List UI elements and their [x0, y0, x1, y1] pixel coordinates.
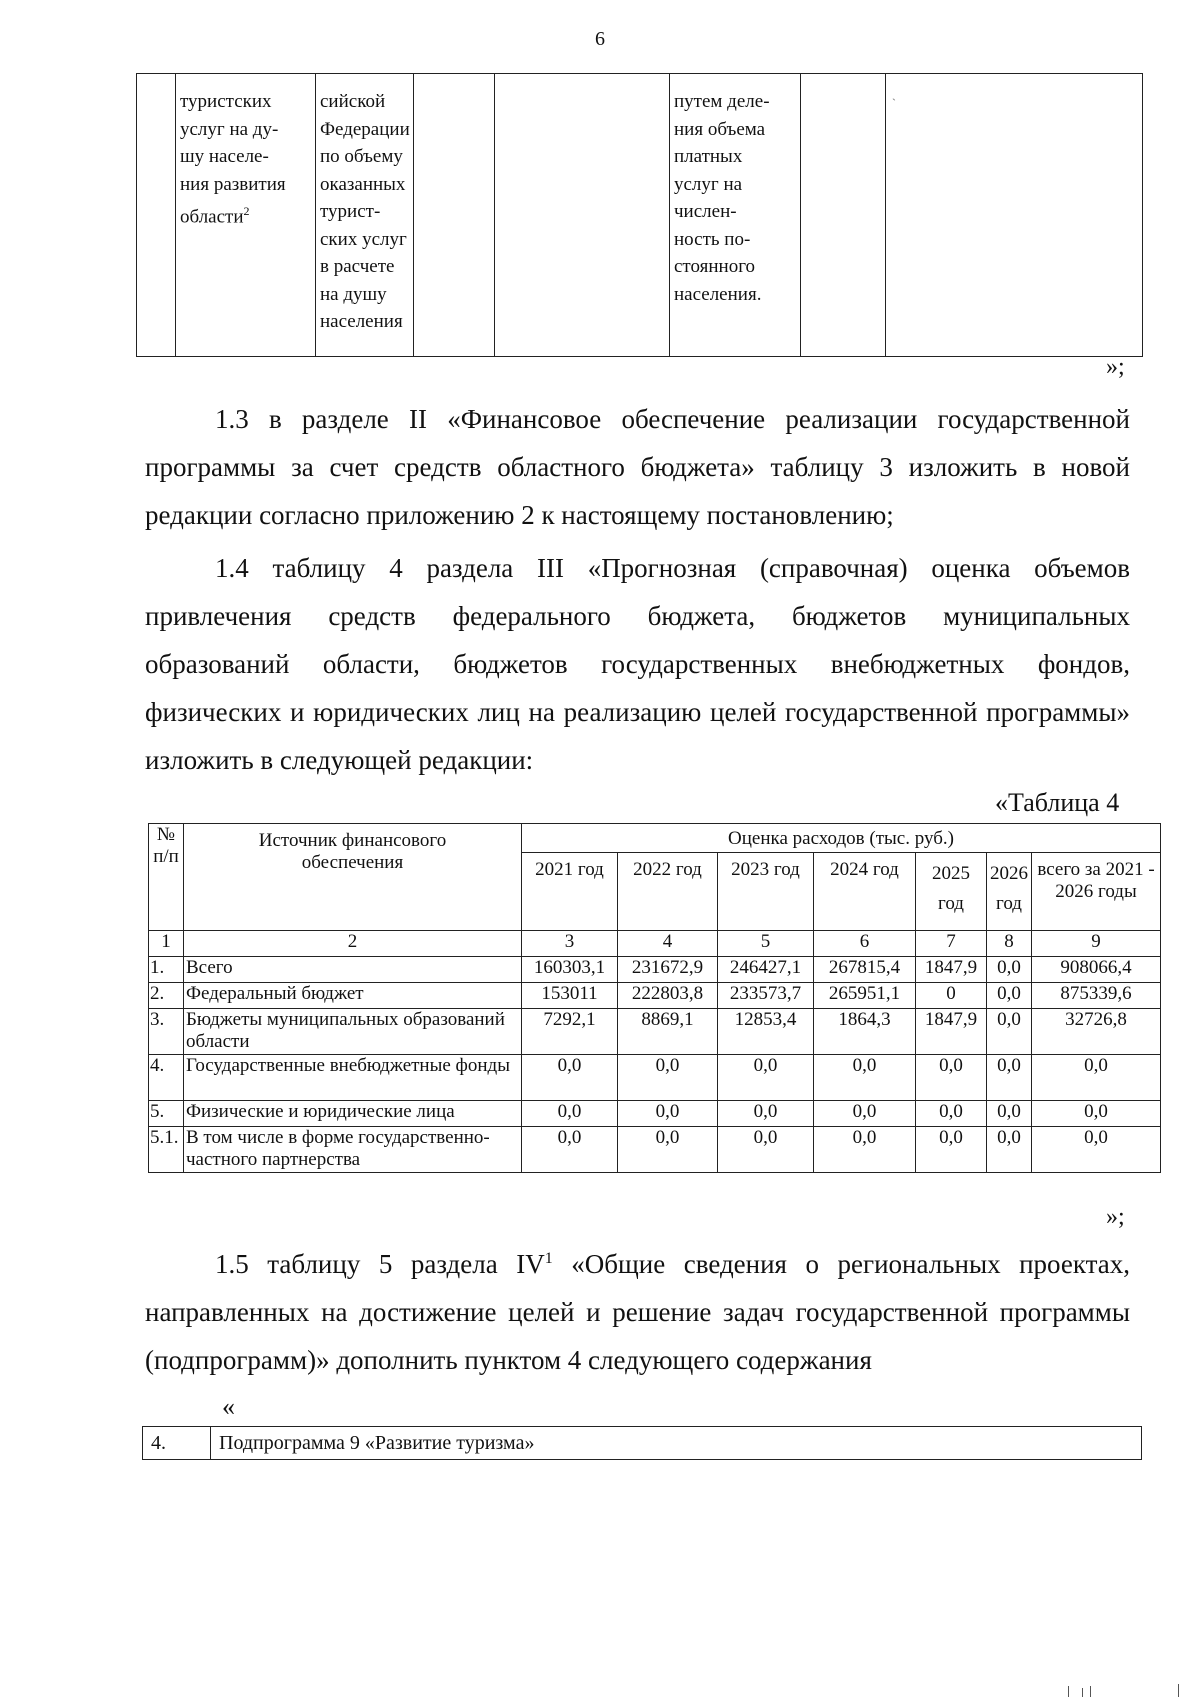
- financing-table-body: [149, 957, 1161, 1173]
- row-source-name: Государственные внебюджетные фонды: [184, 1055, 522, 1101]
- row-source-name: В том числе в форме государственно-частного партнерства: [184, 1127, 522, 1173]
- row-value: 0,0: [987, 1055, 1032, 1101]
- row-value: 0,0: [618, 1101, 718, 1127]
- table1-cell-base: [316, 74, 414, 357]
- header-source: Источник финансового обеспечения: [184, 824, 522, 931]
- row-value: 12853,4: [718, 1009, 814, 1055]
- table1-line: турист-: [320, 201, 381, 222]
- header-year: 2024 год: [814, 853, 916, 931]
- row-value: 1847,9: [916, 957, 987, 983]
- row-value: 0,0: [916, 1101, 987, 1127]
- table1-line: по объему: [320, 146, 403, 167]
- row-value: 153011: [522, 983, 618, 1009]
- row-value: 1847,9: [916, 1009, 987, 1055]
- row-value: 233573,7: [718, 983, 814, 1009]
- table-row: [149, 1009, 1161, 1055]
- row-value: 0,0: [987, 1101, 1032, 1127]
- header-num: № п/п: [149, 824, 184, 931]
- footnote-mark: 1: [544, 1250, 553, 1267]
- header-year: 2026 год: [987, 853, 1032, 931]
- row-value: 0,0: [718, 1055, 814, 1101]
- row-value: 0,0: [814, 1101, 916, 1127]
- table1-line: числен-: [674, 201, 737, 222]
- row-value: 0,0: [987, 957, 1032, 983]
- row-value: 0,0: [618, 1127, 718, 1173]
- table1-cell-method: [670, 74, 801, 357]
- row-value: 0,0: [916, 1127, 987, 1173]
- closing-quote-2: »;: [1106, 1204, 1125, 1230]
- paragraph-1-4: [145, 544, 1130, 784]
- table1-line: ность по-: [674, 228, 751, 250]
- page-number: 6: [595, 28, 605, 50]
- table1-line: туристских: [180, 91, 272, 112]
- row-value: 160303,1: [522, 957, 618, 983]
- table1-cell-mark: [886, 74, 1143, 357]
- row-value: 8869,1: [618, 1009, 718, 1055]
- table4-caption: «Таблица 4: [995, 788, 1120, 817]
- closing-quote-1: »;: [1106, 354, 1125, 380]
- row-value: 0,0: [987, 1127, 1032, 1173]
- row-source-name: Всего: [184, 957, 522, 983]
- table1-line: Федерации: [320, 118, 410, 140]
- row-value: 0,0: [1032, 1101, 1161, 1127]
- table1-line: услуг на ду-: [180, 118, 279, 140]
- row-value: 0,0: [618, 1055, 718, 1101]
- financing-table: [148, 823, 1161, 1173]
- row-value: 7292,1: [522, 1009, 618, 1055]
- table1-line: платных: [674, 146, 743, 167]
- table-row: [149, 983, 1161, 1009]
- col-number: 4: [618, 931, 718, 957]
- row-value: 908066,4: [1032, 957, 1161, 983]
- col-number: 2: [184, 931, 522, 957]
- row-num: 2.: [149, 983, 184, 1009]
- row-value: 0,0: [718, 1101, 814, 1127]
- col-number: 7: [916, 931, 987, 957]
- row-value: 0,0: [987, 1009, 1032, 1055]
- table1-line: ских услуг: [320, 228, 407, 250]
- row-value: 0,0: [916, 1055, 987, 1101]
- table-row: [149, 1127, 1161, 1173]
- header-estimate: Оценка расходов (тыс. руб.): [522, 824, 1161, 853]
- table1-line: населения.: [674, 283, 762, 305]
- header-year: 2025 год: [916, 853, 987, 931]
- row-value: 0: [916, 983, 987, 1009]
- table-row: [149, 1055, 1161, 1101]
- table1-cell-empty: [801, 74, 886, 357]
- row-source-name: Физические и юридические лица: [184, 1101, 522, 1127]
- row-num: 1.: [149, 957, 184, 983]
- regional-projects-table: [142, 1426, 1142, 1460]
- table1-line: сийской: [320, 91, 386, 112]
- row-num: 3.: [149, 1009, 184, 1055]
- table1-line: стоянного: [674, 256, 756, 277]
- paragraph-1-5-text: 1.5 таблицу 5 раздела $IV^1$ «Общие сведения о региональных проектах, направленных на достижение целей и решение задач государственной программы (подпрограмм)» дополнить пунктом 4 следующего содержания: [145, 1249, 1130, 1375]
- header-year: 2021 год: [522, 853, 618, 931]
- table1-line: шу населе-: [180, 146, 269, 167]
- row-value: 32726,8: [1032, 1009, 1161, 1055]
- row-num: 4.: [149, 1055, 184, 1101]
- row-num: 5.: [149, 1101, 184, 1127]
- row-value: 0,0: [522, 1055, 618, 1101]
- scan-artifact: [1090, 1686, 1091, 1697]
- table1-line: на душу: [320, 283, 387, 305]
- table5-name: Подпрограмма 9 «Развитие туризма»: [211, 1427, 1142, 1460]
- table1-cell-empty: [414, 74, 495, 357]
- row-value: 246427,1: [718, 957, 814, 983]
- table1-line: в расчете: [320, 256, 395, 277]
- row-value: 875339,6: [1032, 983, 1161, 1009]
- table-row: [149, 957, 1161, 983]
- paragraph-1-3: [145, 395, 1130, 539]
- row-value: 267815,4: [814, 957, 916, 983]
- row-value: 222803,8: [618, 983, 718, 1009]
- table-row: [149, 1101, 1161, 1127]
- row-value: 0,0: [814, 1055, 916, 1101]
- row-value: 265951,1: [814, 983, 916, 1009]
- col-number: 6: [814, 931, 916, 957]
- row-value: 0,0: [522, 1101, 618, 1127]
- footnote-mark: 2: [243, 204, 250, 218]
- paragraph-1-5: [145, 1235, 1130, 1384]
- stray-mark: `: [892, 96, 896, 110]
- table1-line: области: [180, 206, 244, 228]
- header-year: 2023 год: [718, 853, 814, 931]
- opening-quote: «: [222, 1392, 235, 1421]
- scan-artifact: [1082, 1688, 1083, 1697]
- paragraph-1-4-text: 1.4 таблицу 4 раздела III «Прогнозная (справочная) оценка объемов привлечения средств федерального бюджета, бюджетов муниципальных образований области, бюджетов государственных внебюджетных фондов, физических и юридических лиц на реализацию целей государственной программы» изложить в следующей редакции:: [145, 553, 1130, 775]
- table1-line: путем деле-: [674, 91, 770, 112]
- row-value: 0,0: [814, 1127, 916, 1173]
- row-value: 0,0: [718, 1127, 814, 1173]
- table1-cell-empty: [495, 74, 670, 357]
- row-value: 231672,9: [618, 957, 718, 983]
- row-value: 0,0: [1032, 1127, 1161, 1173]
- table1-cell-num: [137, 74, 176, 357]
- table1-line: оказанных: [320, 173, 406, 195]
- col-number: 5: [718, 931, 814, 957]
- row-value: 0,0: [987, 983, 1032, 1009]
- table1-line: ния объема: [674, 118, 766, 140]
- row-value: 0,0: [1032, 1055, 1161, 1101]
- table1-line: ния развития: [180, 173, 286, 195]
- row-value: 0,0: [522, 1127, 618, 1173]
- row-source-name: Бюджеты муниципальных образований области: [184, 1009, 522, 1055]
- scan-artifact: [1178, 1684, 1179, 1697]
- col-number: 1: [149, 931, 184, 957]
- table1-cell-indicator-name: [176, 74, 316, 357]
- table1-line: услуг на: [674, 173, 743, 195]
- table5-num: 4.: [143, 1427, 211, 1460]
- table1-line: населения: [320, 311, 403, 332]
- header-year: 2022 год: [618, 853, 718, 931]
- col-number: 9: [1032, 931, 1161, 957]
- row-source-name: Федеральный бюджет: [184, 983, 522, 1009]
- row-num: 5.1.: [149, 1127, 184, 1173]
- scan-artifact: [1068, 1686, 1069, 1697]
- header-total: всего за 2021 - 2026 годы: [1032, 853, 1161, 931]
- paragraph-1-3-text: 1.3 в разделе II «Финансовое обеспечение реализации государственной программы за счет средств областного бюджета» таблицу 3 изложить в новой редакции согласно приложению 2 к настоящему постановлению;: [145, 404, 1130, 530]
- continued-indicator-table: [136, 73, 1143, 357]
- col-number: 3: [522, 931, 618, 957]
- col-number: 8: [987, 931, 1032, 957]
- row-value: 1864,3: [814, 1009, 916, 1055]
